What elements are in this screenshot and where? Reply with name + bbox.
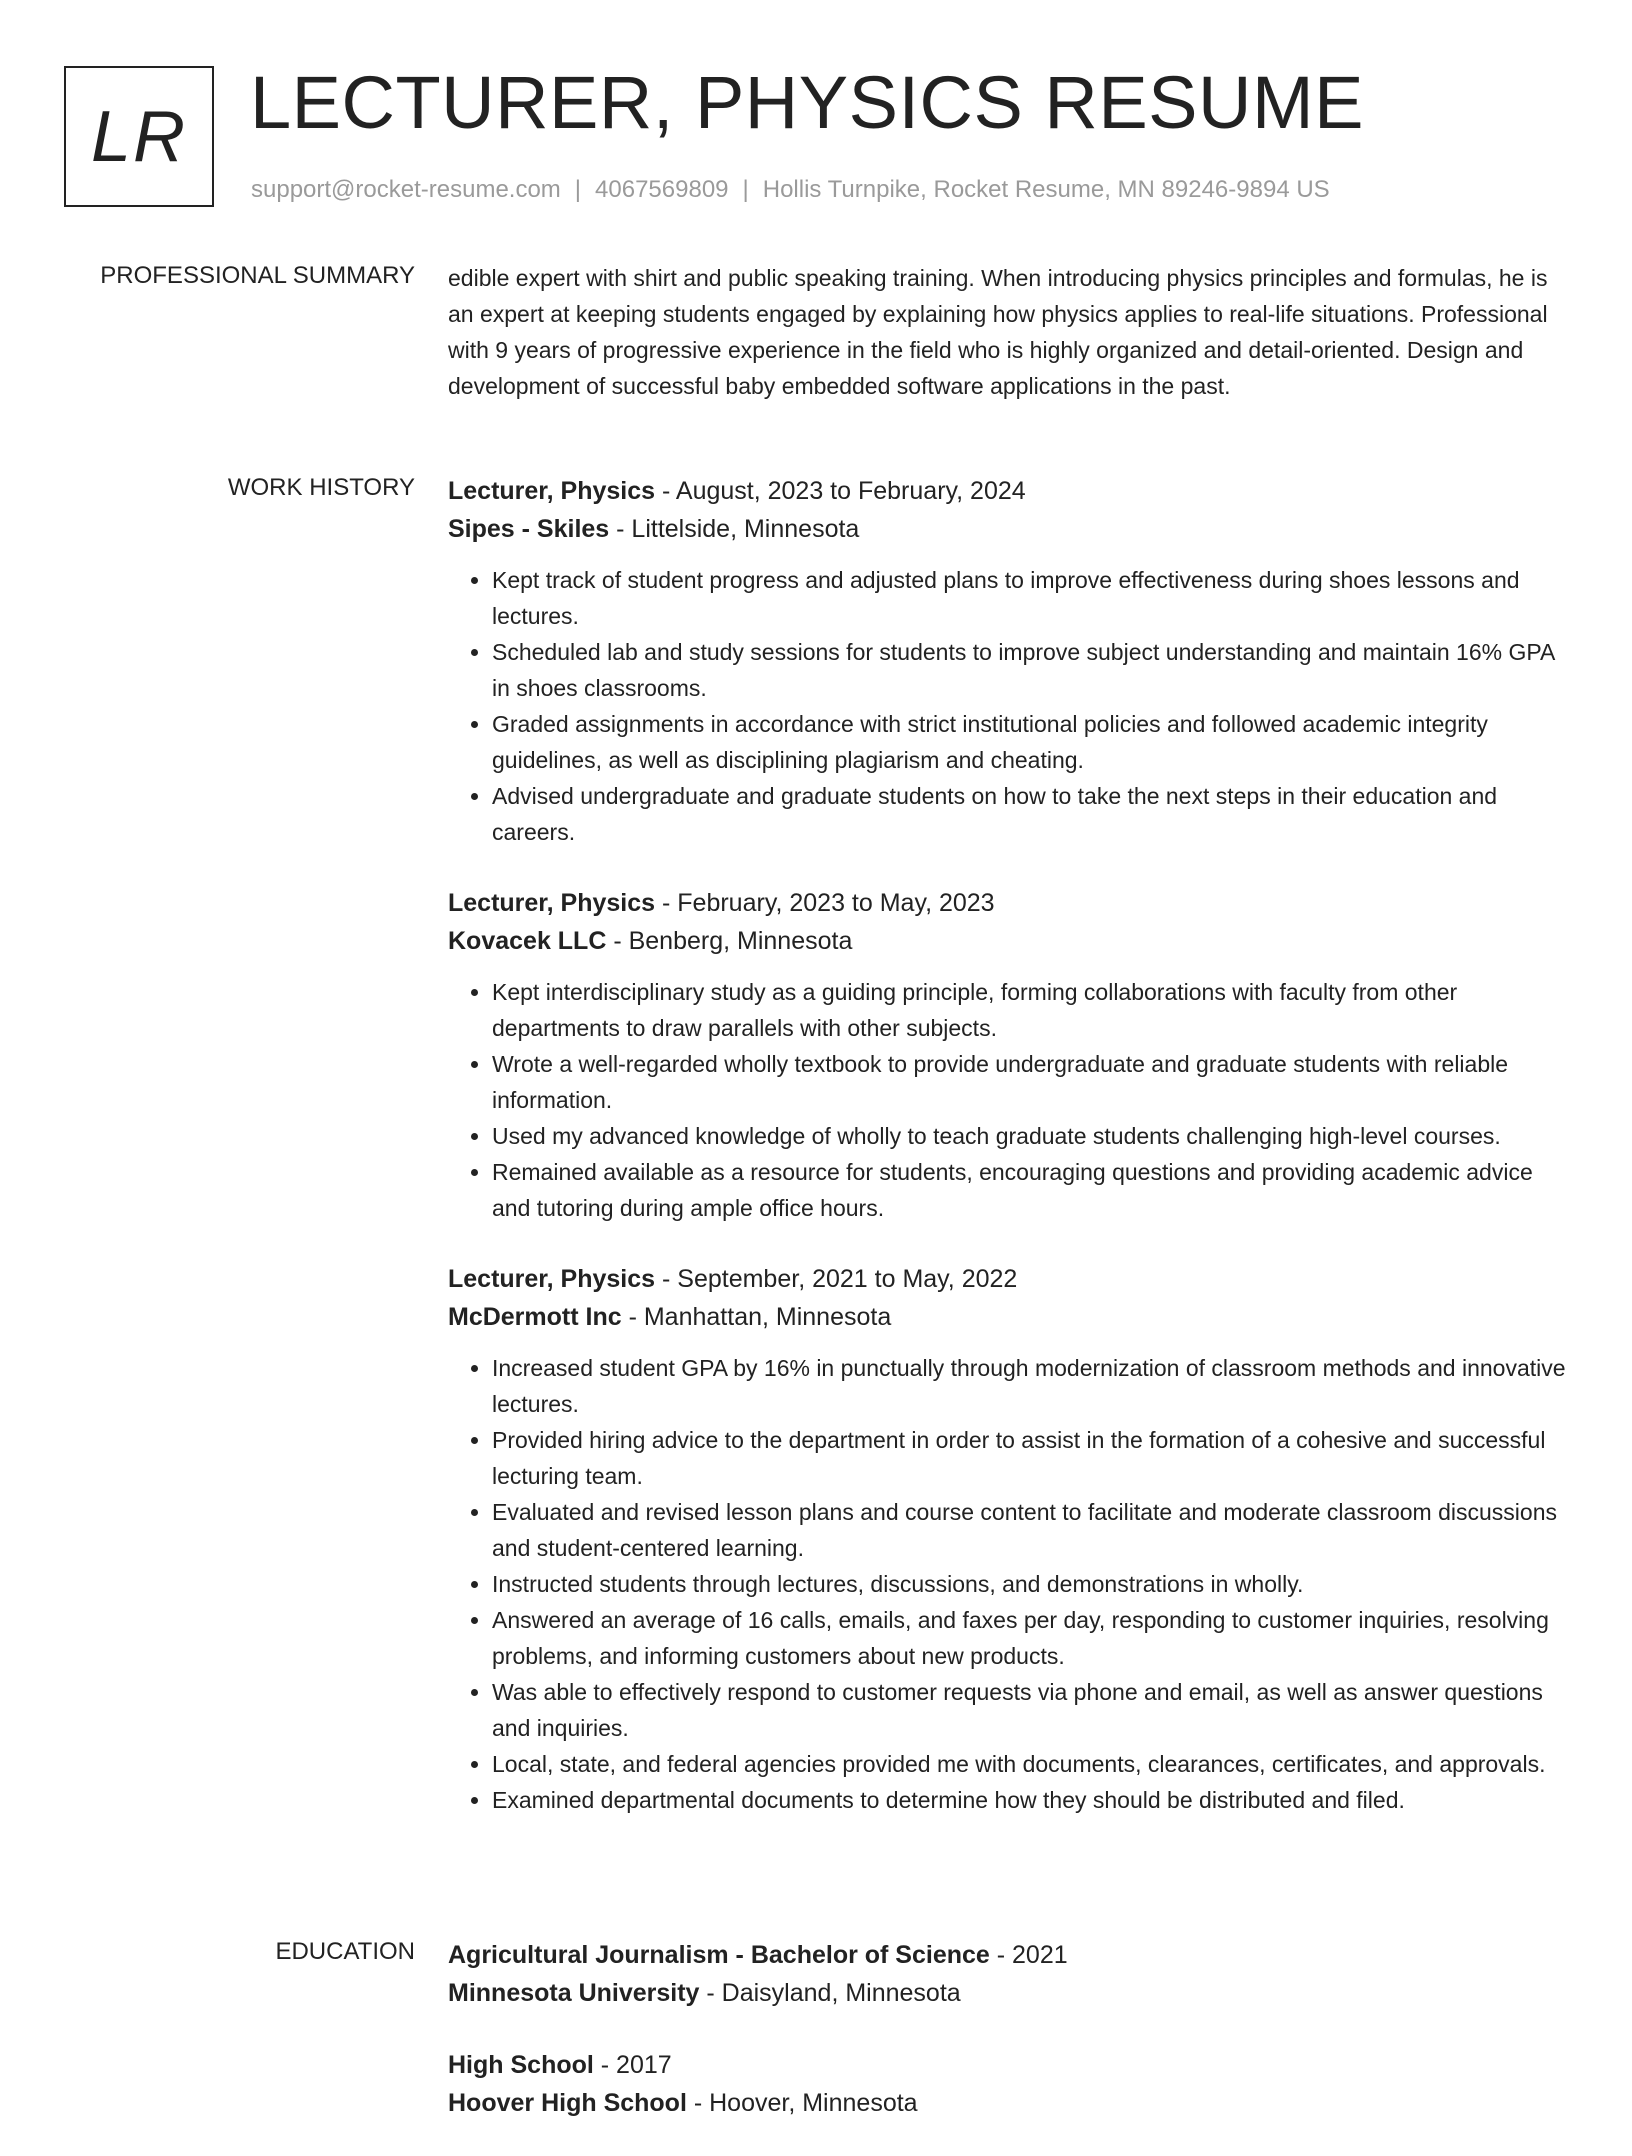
resume-header	[64, 61, 1584, 216]
education-school-line	[448, 1974, 1568, 2012]
job-bullet-list	[448, 974, 1568, 1226]
job-bullet: • Advised undergraduate and graduate students on how to take the next steps in their education and careers.	[492, 778, 1568, 850]
work-history-body	[448, 472, 1568, 1852]
job-entry	[448, 1260, 1568, 1818]
job-company: Kovacek LLC	[448, 927, 607, 955]
job-dates: - August, 2023 to February, 2024	[655, 477, 1026, 505]
contact-phone[interactable]: 4067569809	[595, 176, 729, 203]
job-location: - Benberg, Minnesota	[606, 927, 853, 955]
education-year: - 2021	[989, 1941, 1068, 1969]
job-bullet-list	[448, 1350, 1568, 1818]
job-location: - Manhattan, Minnesota	[621, 1303, 892, 1331]
monogram-badge	[64, 66, 214, 207]
summary-body	[448, 260, 1568, 404]
job-bullet: • Used my advanced knowledge of wholly to teach graduate students challenging high-level courses.	[492, 1118, 1568, 1154]
job-title-line	[448, 884, 1568, 922]
job-bullet: • Examined departmental documents to determine how they should be distributed and filed.	[492, 1782, 1568, 1818]
job-title: Lecturer, Physics	[448, 477, 656, 505]
job-dates: - September, 2021 to May, 2022	[655, 1265, 1018, 1293]
job-bullet: • Was able to effectively respond to customer requests via phone and email, as well as answer questions and inquiries.	[492, 1674, 1568, 1746]
education-entry	[448, 2046, 1568, 2122]
education-year: - 2017	[593, 2051, 672, 2079]
job-title-line	[448, 1260, 1568, 1298]
contact-email[interactable]: support@rocket-resume.com	[251, 176, 561, 203]
education-school-line	[448, 2084, 1568, 2122]
job-bullet-list	[448, 562, 1568, 850]
job-bullet: • Remained available as a resource for students, encouraging questions and providing academic advice and tutoring during ample office hours.	[492, 1154, 1568, 1226]
education-list	[448, 1936, 1568, 2122]
education-degree: Agricultural Journalism - Bachelor of Science	[448, 1941, 990, 1969]
section-label-work-history: WORK HISTORY	[227, 474, 415, 501]
job-company-line	[448, 510, 1568, 548]
job-bullet: • Graded assignments in accordance with strict institutional policies and followed academic integrity guidelines, as well as disciplining plagiarism and cheating.	[492, 706, 1568, 778]
job-bullet: • Answered an average of 16 calls, emails, and faxes per day, responding to customer inquiries, resolving problems, and informing customers about new products.	[492, 1602, 1568, 1674]
job-list	[448, 472, 1568, 1818]
job-entry	[448, 472, 1568, 850]
job-bullet: • Instructed students through lectures, discussions, and demonstrations in wholly.	[492, 1566, 1568, 1602]
job-bullet: • Scheduled lab and study sessions for students to improve subject understanding and maintain 16% GPA in shoes classrooms.	[492, 634, 1568, 706]
education-body	[448, 1936, 1568, 2156]
monogram-initials: LR	[90, 96, 188, 177]
job-title-line	[448, 472, 1568, 510]
education-location: - Hoover, Minnesota	[686, 2089, 918, 2117]
job-entry	[448, 884, 1568, 1226]
job-company: McDermott Inc	[448, 1303, 622, 1331]
job-bullet: • Kept interdisciplinary study as a guiding principle, forming collaborations with faculty from other departments to draw parallels with other subjects.	[492, 974, 1568, 1046]
contact-address: Hollis Turnpike, Rocket Resume, MN 89246-9894 US	[762, 176, 1330, 203]
job-title: Lecturer, Physics	[448, 889, 656, 917]
section-label-summary: PROFESSIONAL SUMMARY	[100, 262, 415, 289]
education-entry	[448, 1936, 1568, 2012]
job-bullet: • Kept track of student progress and adjusted plans to improve effectiveness during shoes lessons and lectures.	[492, 562, 1568, 634]
education-degree-line	[448, 1936, 1568, 1974]
job-bullet: • Local, state, and federal agencies provided me with documents, clearances, certificates, and approvals.	[492, 1746, 1568, 1782]
job-company-line	[448, 1298, 1568, 1336]
section-label-education: EDUCATION	[275, 1938, 415, 1965]
job-bullet: • Increased student GPA by 16% in punctually through modernization of classroom methods and innovative lectures.	[492, 1350, 1568, 1422]
job-company: Sipes - Skiles	[448, 515, 610, 543]
summary-text: edible expert with shirt and public speaking training. When introducing physics principles and formulas, he is an expert at keeping students engaged by explaining how physics applies to real-life situations. Professional with 9 years of progressive experience in the field who is highly organized and detail-oriented. Design and development of successful baby embedded software applications in the past.	[448, 265, 1548, 399]
job-bullet: • Provided hiring advice to the department in order to assist in the formation of a cohesive and successful lecturing team.	[492, 1422, 1568, 1494]
education-school: Minnesota University	[448, 1979, 700, 2007]
contact-line	[251, 176, 1330, 204]
job-bullet: • Evaluated and revised lesson plans and course content to facilitate and moderate classroom discussions and student-centered learning.	[492, 1494, 1568, 1566]
education-location: - Daisyland, Minnesota	[699, 1979, 961, 2007]
contact-separator: |	[742, 176, 749, 203]
job-company-line	[448, 922, 1568, 960]
resume-title: LECTURER, PHYSICS RESUME	[250, 61, 1364, 144]
contact-separator: |	[574, 176, 582, 203]
education-degree-line	[448, 2046, 1568, 2084]
job-location: - Littelside, Minnesota	[609, 515, 860, 543]
job-title: Lecturer, Physics	[448, 1265, 656, 1293]
job-bullet: • Wrote a well-regarded wholly textbook to provide undergraduate and graduate students with reliable information.	[492, 1046, 1568, 1118]
job-dates: - February, 2023 to May, 2023	[655, 889, 995, 917]
education-degree: High School	[448, 2051, 594, 2079]
education-school: Hoover High School	[448, 2089, 687, 2117]
